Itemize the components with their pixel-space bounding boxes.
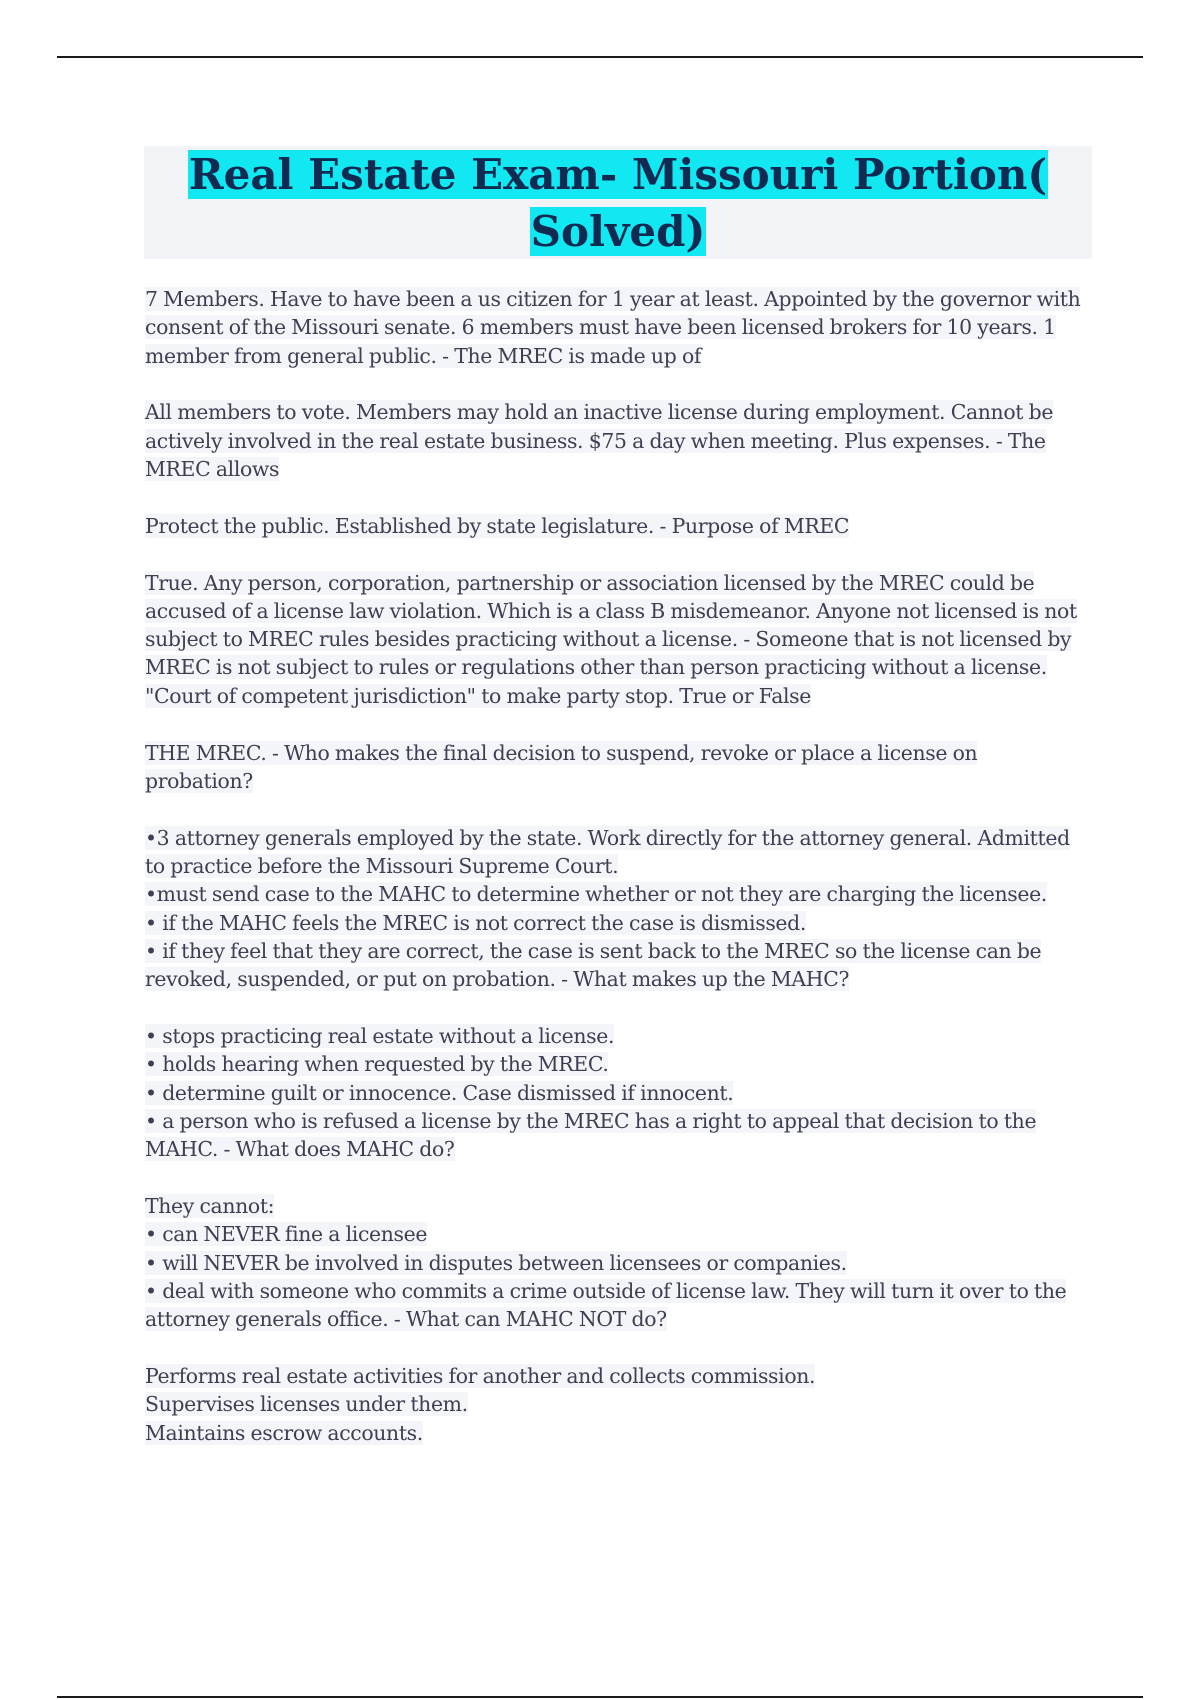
entry-line: Supervises licenses under them.: [145, 1392, 468, 1417]
entry-line: True. Any person, corporation, partnership or association licensed by the MREC could be accused of a license law violation. Which is a class B misdemeanor. Anyone not licensed is not subject to MREC rules besides practicing without a license. - Someone that is not licensed by MREC is not subject to rules or regulations other than person practicing without a license. "Court of competent jurisdiction" to make party stop. True or False: [145, 570, 1077, 708]
entry-line: • deal with someone who commits a crime outside of license law. They will turn it over to the attorney generals office. - What can MAHC NOT do?: [145, 1278, 1067, 1332]
qa-entry: [145, 739, 1090, 796]
entry-line: • if they feel that they are correct, the case is sent back to the MREC so the license can be revoked, suspended, or put on probation. - What makes up the MAHC?: [145, 938, 1042, 992]
document-title: [144, 146, 1092, 260]
entry-line: • can NEVER fine a licensee: [145, 1222, 428, 1247]
qa-entry: [145, 1192, 1090, 1333]
entry-line: • will NEVER be involved in disputes between licensees or companies.: [145, 1250, 847, 1275]
qa-entry: [145, 512, 1090, 540]
entry-line: 7 Members. Have to have been a us citizen for 1 year at least. Appointed by the governor with consent of the Missouri senate. 6 members must have been licensed brokers for 10 years. 1 member from general public. - The MREC is made up of: [145, 287, 1081, 368]
entry-line: Performs real estate activities for another and collects commission.: [145, 1363, 816, 1388]
document-title-text: Real Estate Exam- Missouri Portion( Solved): [188, 150, 1048, 256]
qa-entry: [145, 285, 1090, 370]
entry-line: • determine guilt or innocence. Case dismissed if innocent.: [145, 1080, 734, 1105]
bottom-rule: [57, 1696, 1143, 1698]
top-rule: [57, 56, 1143, 58]
entry-line: They cannot:: [145, 1193, 275, 1218]
entry-line: Maintains escrow accounts.: [145, 1420, 423, 1445]
entry-line: •3 attorney generals employed by the state. Work directly for the attorney general. Admitted to practice before the Missouri Supreme Court.: [145, 825, 1070, 878]
qa-entry: [145, 398, 1090, 483]
entry-line: • stops practicing real estate without a license.: [145, 1023, 615, 1048]
qa-entry: [145, 1362, 1090, 1447]
document-body: [145, 285, 1090, 1475]
qa-entry: [145, 1022, 1090, 1163]
qa-entry: [145, 824, 1090, 994]
entry-line: THE MREC. - Who makes the final decision to suspend, revoke or place a license on probation?: [145, 740, 978, 793]
entry-line: •must send case to the MAHC to determine whether or not they are charging the licensee.: [145, 882, 1047, 907]
title-band: [144, 146, 1092, 259]
entry-line: • if the MAHC feels the MREC is not correct the case is dismissed.: [145, 910, 806, 935]
entry-line: • a person who is refused a license by the MREC has a right to appeal that decision to the MAHC. - What does MAHC do?: [145, 1108, 1037, 1162]
entry-line: Protect the public. Established by state legislature. - Purpose of MREC: [145, 513, 850, 538]
qa-entry: [145, 569, 1090, 710]
entry-line: All members to vote. Members may hold an inactive license during employment. Cannot be actively involved in the real estate business. $75 a day when meeting. Plus expenses. - The MREC allows: [145, 400, 1054, 481]
entry-line: • holds hearing when requested by the MREC.: [145, 1052, 609, 1077]
